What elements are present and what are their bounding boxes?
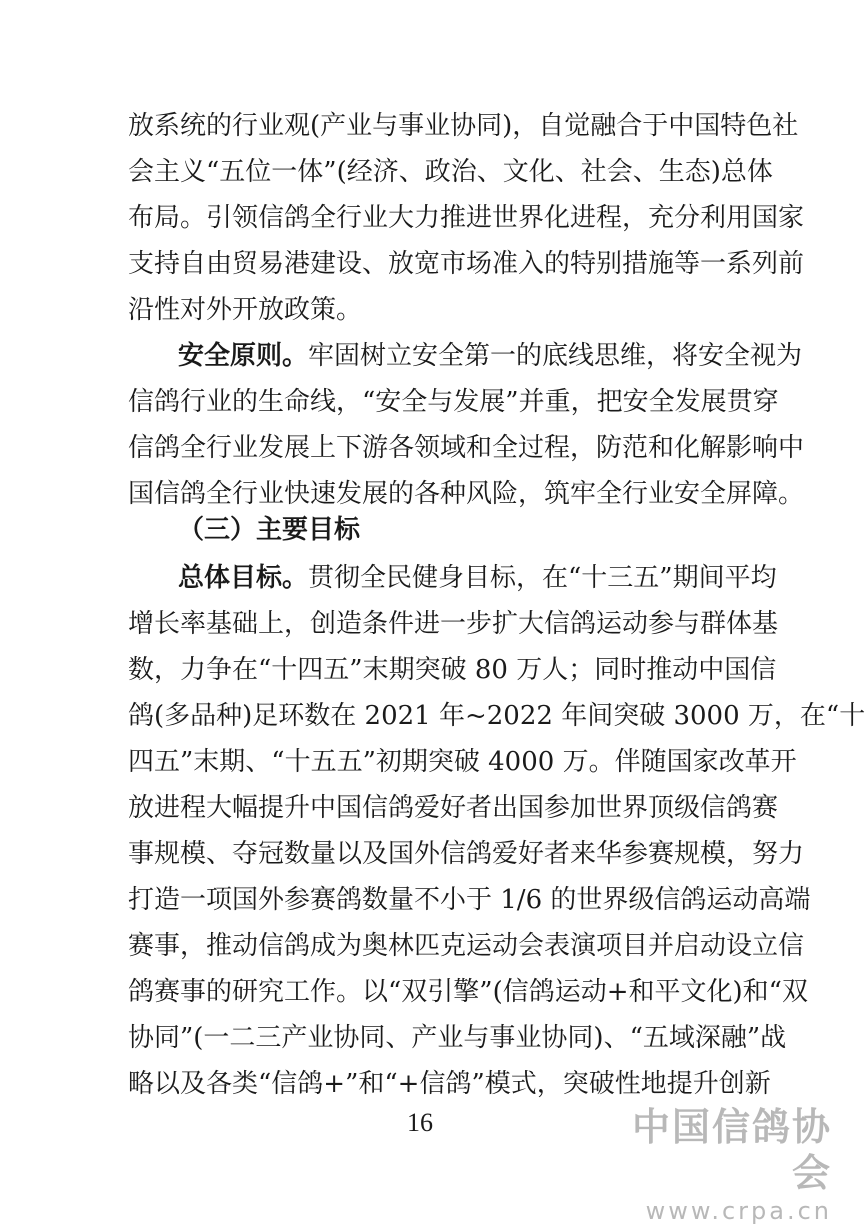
text-line: 放系统的行业观(产业与事业协同)，自觉融合于中国特色社 xyxy=(128,111,799,141)
text-line: 鸽(多品种)足环数在 2021 年~2022 年间突破 3000 万，在“十 xyxy=(128,701,865,731)
text-line: 事规模、夺冠数量以及国外信鸽爱好者来华参赛规模，努力 xyxy=(128,839,805,869)
watermark-url: www.crpa.cn xyxy=(645,1197,832,1225)
watermark-name: 中国信鸽协会 xyxy=(631,1105,832,1195)
text-span: 牢固树立安全第一的底线思维，将安全视为 xyxy=(308,341,803,371)
text-line: 打造一项国外参赛鸽数量不小于 1/6 的世界级信鸽运动高端 xyxy=(128,885,811,915)
paragraph-first-line xyxy=(178,334,803,378)
text-line: 增长率基础上，创造条件进一步扩大信鸽运动参与群体基 xyxy=(128,609,779,639)
text-span: 贯彻全民健身目标，在“十三五”期间平均 xyxy=(308,563,777,593)
text-line: 四五”末期、“十五五”初期突破 4000 万。伴随国家改革开 xyxy=(128,747,797,777)
text-line: 会主义“五位一体”(经济、政治、文化、社会、生态)总体 xyxy=(128,157,773,187)
text-line: 略以及各类“信鸽+”和“+信鸽”模式，突破性地提升创新 xyxy=(128,1069,771,1099)
text-line: 沿性对外开放政策。 xyxy=(128,295,363,325)
text-line: 支持自由贸易港建设、放宽市场准入的特别措施等一系列前 xyxy=(128,249,805,279)
text-line: 国信鸽全行业快速发展的各种风险，筑牢全行业安全屏障。 xyxy=(128,479,805,509)
principle-lead: 安全原则。 xyxy=(178,341,309,371)
paragraph-first-line xyxy=(178,556,777,600)
text-line: 赛事，推动信鸽成为奥林匹克运动会表演项目并启动设立信 xyxy=(128,931,805,961)
text-line: 布局。引领信鸽全行业大力推进世界化进程，充分利用国家 xyxy=(128,203,805,233)
site-watermark xyxy=(602,1104,832,1225)
text-line: 鸽赛事的研究工作。以“双引擎”(信鸽运动+和平文化)和“双 xyxy=(128,977,808,1007)
goal-lead: 总体目标。 xyxy=(178,563,309,593)
text-line: 协同”(一二三产业协同、产业与事业协同)、“五域深融”战 xyxy=(128,1023,787,1053)
text-line: 信鸽行业的生命线，“安全与发展”并重，把安全发展贯穿 xyxy=(128,387,779,417)
text-line: 放进程大幅提升中国信鸽爱好者出国参加世界顶级信鸽赛 xyxy=(128,793,779,823)
page-number: 16 xyxy=(407,1108,433,1137)
text-line: 信鸽全行业发展上下游各领域和全过程，防范和化解影响中 xyxy=(128,433,805,463)
section-heading: （三）主要目标 xyxy=(178,515,361,545)
text-line: 数，力争在“十四五”末期突破 80 万人；同时推动中国信 xyxy=(128,655,777,685)
